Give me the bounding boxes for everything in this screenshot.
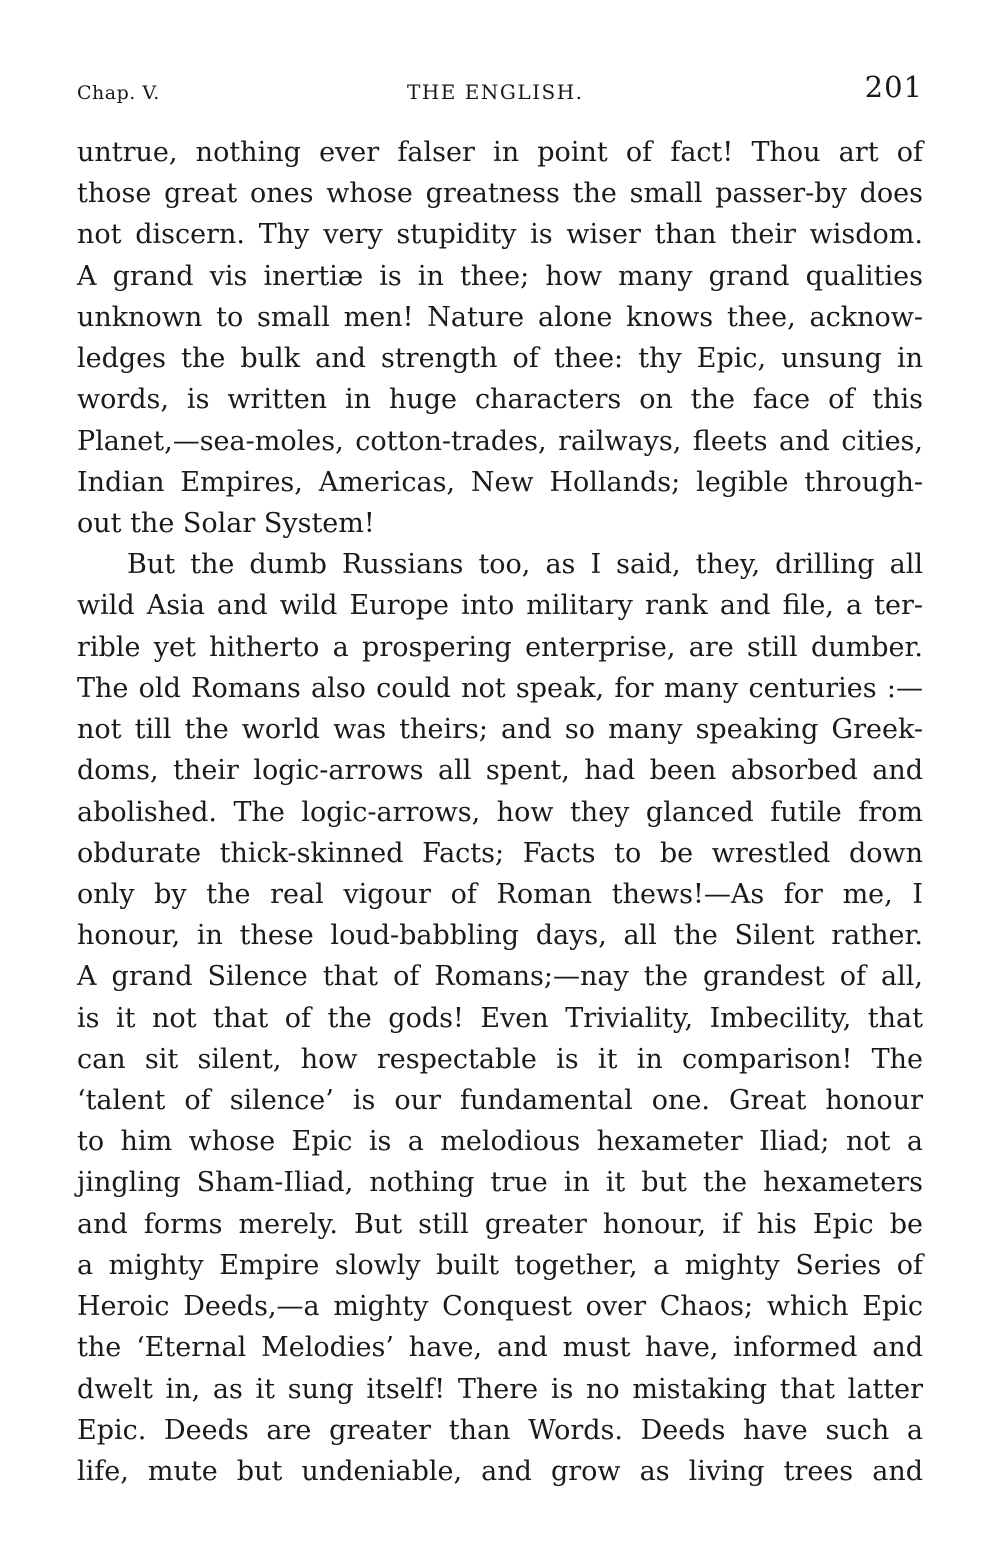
text-line: A grand Silence that of Romans;—nay the grandest of all, <box>77 961 923 993</box>
text-line: is it not that of the gods! Even Triviality, Imbecility, that <box>77 1002 923 1034</box>
text-line: ‘talent of silence’ is our fundamental one. Great honour <box>77 1085 923 1117</box>
text-line: abolished. The logic-arrows, how they glanced futile from <box>77 796 923 828</box>
text-line: can sit silent, how respectable is it in comparison! The <box>77 1043 923 1075</box>
text-line: to him whose Epic is a melodious hexameter Iliad; not a <box>77 1126 923 1158</box>
text-line: ledges the bulk and strength of thee: thy Epic, unsung in <box>77 343 923 375</box>
text-line: The old Romans also could not speak, for many centuries :— <box>77 672 923 704</box>
text-line: Indian Empires, Americas, New Hollands; legible through- <box>77 466 923 498</box>
text-line: and forms merely. But still greater honour, if his Epic be <box>77 1208 923 1240</box>
text-line: A grand vis inertiæ is in thee; how many grand qualities <box>77 260 923 292</box>
text-line: the ‘Eternal Melodies’ have, and must have, informed and <box>77 1332 923 1364</box>
text-line: untrue, nothing ever falser in point of fact! Thou art of <box>77 137 923 168</box>
text-line: those great ones whose greatness the small passer-by does <box>77 178 923 210</box>
text-line: only by the real vigour of Roman thews!—As for me, I <box>77 878 923 910</box>
text-line: dwelt in, as it sung itself! There is no mistaking that latter <box>77 1373 923 1405</box>
text-line: a mighty Empire slowly built together, a mighty Series of <box>77 1249 923 1281</box>
running-title: THE ENGLISH. <box>407 80 584 104</box>
text-line: Planet,—sea-moles, cotton-trades, railways, fleets and cities, <box>77 425 923 457</box>
running-head <box>77 68 923 108</box>
text-line: not discern. Thy very stupidity is wiser than their wisdom. <box>77 219 923 251</box>
text-line: honour, in these loud-babbling days, all the Silent rather. <box>77 920 923 952</box>
text-line: jingling Sham-Iliad, nothing true in it but the hexameters <box>77 1167 923 1199</box>
body-text <box>77 132 923 1492</box>
text-line: life, mute but undeniable, and grow as living trees and <box>77 1456 923 1487</box>
text-line: rible yet hitherto a prospering enterprise, are still dumber. <box>77 631 923 663</box>
text-line: obdurate thick-skinned Facts; Facts to be wrestled down <box>77 837 923 869</box>
text-line: unknown to small men! Nature alone knows thee, acknow- <box>77 301 923 333</box>
paragraph-first-line: But the dumb Russians too, as I said, they, drilling all <box>127 549 923 581</box>
text-line: Epic. Deeds are greater than Words. Deeds have such a <box>77 1414 923 1446</box>
text-line: words, is written in huge characters on the face of this <box>77 384 923 416</box>
page-number: 201 <box>864 70 923 104</box>
text-line: doms, their logic-arrows all spent, had been absorbed and <box>77 755 923 787</box>
text-line: wild Asia and wild Europe into military rank and file, a ter- <box>77 590 923 622</box>
text-line: not till the world was theirs; and so many speaking Greek- <box>77 714 923 746</box>
text-line: out the Solar System! <box>77 507 375 539</box>
chapter-label: Chap. V. <box>77 82 160 104</box>
text-line: Heroic Deeds,—a mighty Conquest over Chaos; which Epic <box>77 1291 923 1323</box>
